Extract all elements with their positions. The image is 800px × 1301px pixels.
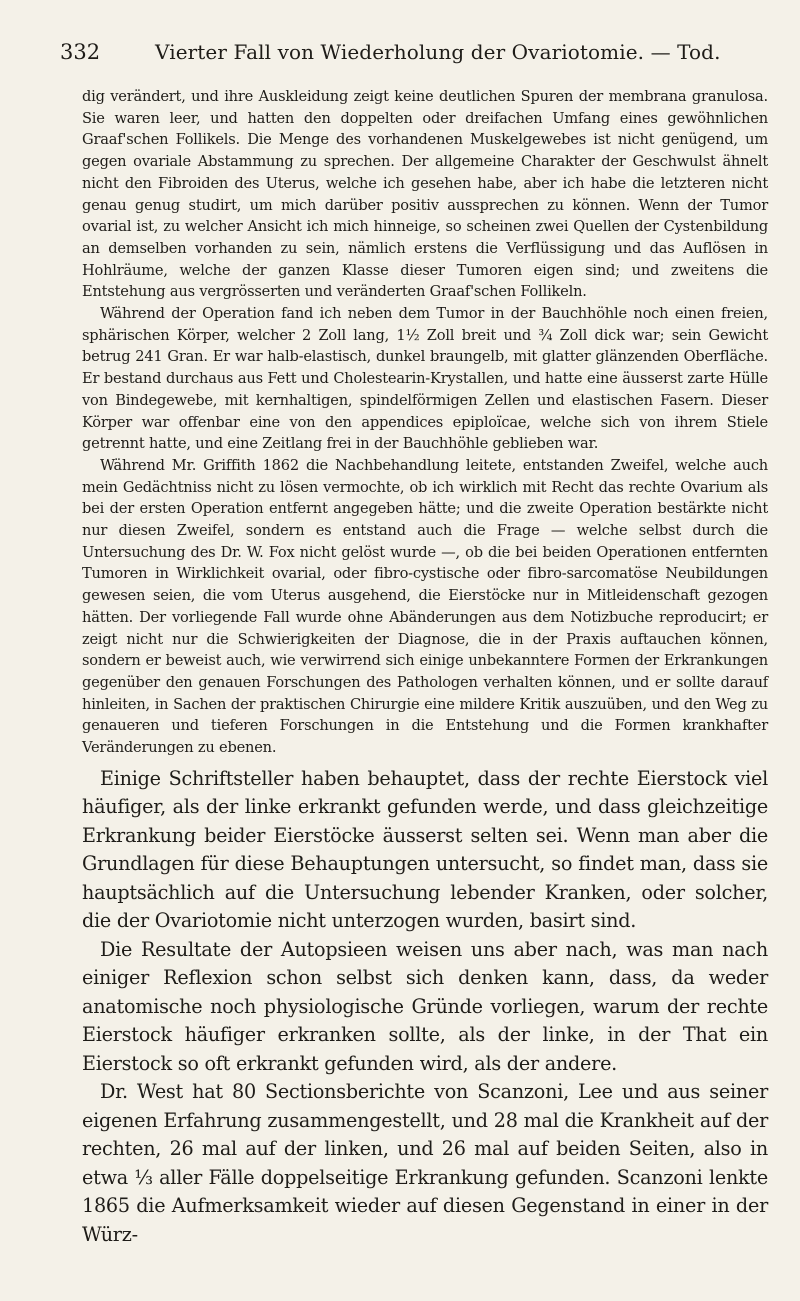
page-number: 332 bbox=[60, 40, 101, 64]
paragraph: Dr. West hat 80 Sectionsberichte von Scanzoni, Lee und aus seiner eigenen Erfahrung zusammengestellt, und 28 mal die Krankheit auf der rechten, 26 mal auf der linken, und 26 mal auf beiden Seiten, also in etwa ⅓ aller Fälle doppelseitige Erkrankung gefunden. Scanzoni lenkte 1865 die Aufmerksamkeit wieder auf diesen Gegenstand in einer in der Würz- bbox=[82, 1080, 768, 1246]
paragraph: Einige Schriftsteller haben behauptet, dass der rechte Eierstock viel häufiger, als der linke erkrankt gefunden werde, und dass gleichzeitige Erkrankung beider Eierstöcke äusserst selten sei. Wenn man aber die Grundlagen für diese Behauptungen untersucht, so findet man, dass sie hauptsächlich auf die Untersuchung lebender Kranken, oder solcher, die der Ovariotomie nicht unterzogen wurden, basirt sind. bbox=[82, 766, 768, 933]
small-print-section bbox=[82, 86, 768, 759]
page-body bbox=[82, 86, 768, 1249]
paragraph: Während Mr. Griffith 1862 die Nachbehandlung leitete, entstanden Zweifel, welche auch mein Gedächtniss nicht zu lösen vermochte, ob ich wirklich mit Recht das rechte Ovarium als bei der ersten Operation entfernt angegeben hätte; und die zweite Operation bestärkte nicht nur diesen Zweifel, sondern es entstand auch die Frage — welche selbst durch die Untersuchung des Dr. W. Fox nicht gelöst wurde —, ob die bei beiden Operationen entfernten Tumoren in Wirklichkeit ovarial, oder fibro-cystische oder fibro-sarcomatöse Neubildungen gewesen seien, die vom Uterus ausgehend, die Eierstöcke nur in Mitleidenschaft gezogen hätten. Der vorliegende Fall wurde ohne Abänderungen aus dem Notizbuche reproducirt; er zeigt nicht nur die Schwierigkeiten der Diagnose, die in der Praxis auftauchen können, sondern er beweist auch, wie verwirrend sich einige unbekanntere Formen der Erkrankungen gegenüber den genauen Forschungen des Pathologen verhalten können, und er sollte darauf hinleiten, in Sachen der praktischen Chirurgie eine mildere Kritik auszuüben, und den Weg zu genaueren und tieferen Forschungen in die Entstehung und die Formen krankhafter Veränderungen zu ebenen. bbox=[82, 456, 768, 757]
paragraph: dig verändert, und ihre Auskleidung zeigt keine deutlichen Spuren der membrana granulosa. Sie waren leer, und hatten den doppelten oder dreifachen Umfang eines gewöhnlichen Graaf'schen Follikels. Die Menge des vorhandenen Muskelgewebes ist nicht genügend, um gegen ovariale Abstammung zu sprechen. Der allgemeine Charakter der Geschwulst ähnelt nicht den Fibroiden des Uterus, welche ich gesehen habe, aber ich habe die letzteren nicht genau genug studirt, um mich darüber positiv aussprechen zu können. Wenn der Tumor ovarial ist, zu welcher Ansicht ich mich hinneige, so scheinen zwei Quellen der Cystenbildung an demselben vorhanden zu sein, nämlich erstens die Verflüssigung und das Auflösen in Hohlräume, welche der ganzen Klasse dieser Tumoren eigen sind; und zweitens die Entstehung aus vergrösserten und veränderten Graaf'schen Follikeln. bbox=[82, 88, 768, 301]
running-head: Vierter Fall von Wiederholung der Ovariotomie. — Tod. bbox=[155, 40, 721, 64]
page-header bbox=[60, 40, 740, 68]
large-print-section bbox=[82, 765, 768, 1250]
paragraph: Während der Operation fand ich neben dem Tumor in der Bauchhöhle noch einen freien, sphärischen Körper, welcher 2 Zoll lang, 1½ Zoll breit und ¾ Zoll dick war; sein Gewicht betrug 241 Gran. Er war halb-elastisch, dunkel braungelb, mit glatter glänzenden Oberfläche. Er bestand durchaus aus Fett und Cholestearin-Krystallen, und hatte eine äusserst zarte Hülle von Bindegewebe, mit kernhaltigen, spindelförmigen Zellen und elastischen Fasern. Dieser Körper war offenbar eine von den appendices epiploïcae, welche sich von ihrem Stiele getrennt hatte, und eine Zeitlang frei in der Bauchhöhle geblieben war. bbox=[82, 305, 768, 453]
paragraph: Die Resultate der Autopsieen weisen uns aber nach, was man nach einiger Reflexion schon selbst sich denken kann, dass, da weder anatomische noch physiologische Gründe vorliegen, warum der rechte Eierstock häufiger erkranken sollte, als der linke, in der That ein Eierstock so oft erkrankt gefunden wird, als der andere. bbox=[82, 937, 768, 1075]
